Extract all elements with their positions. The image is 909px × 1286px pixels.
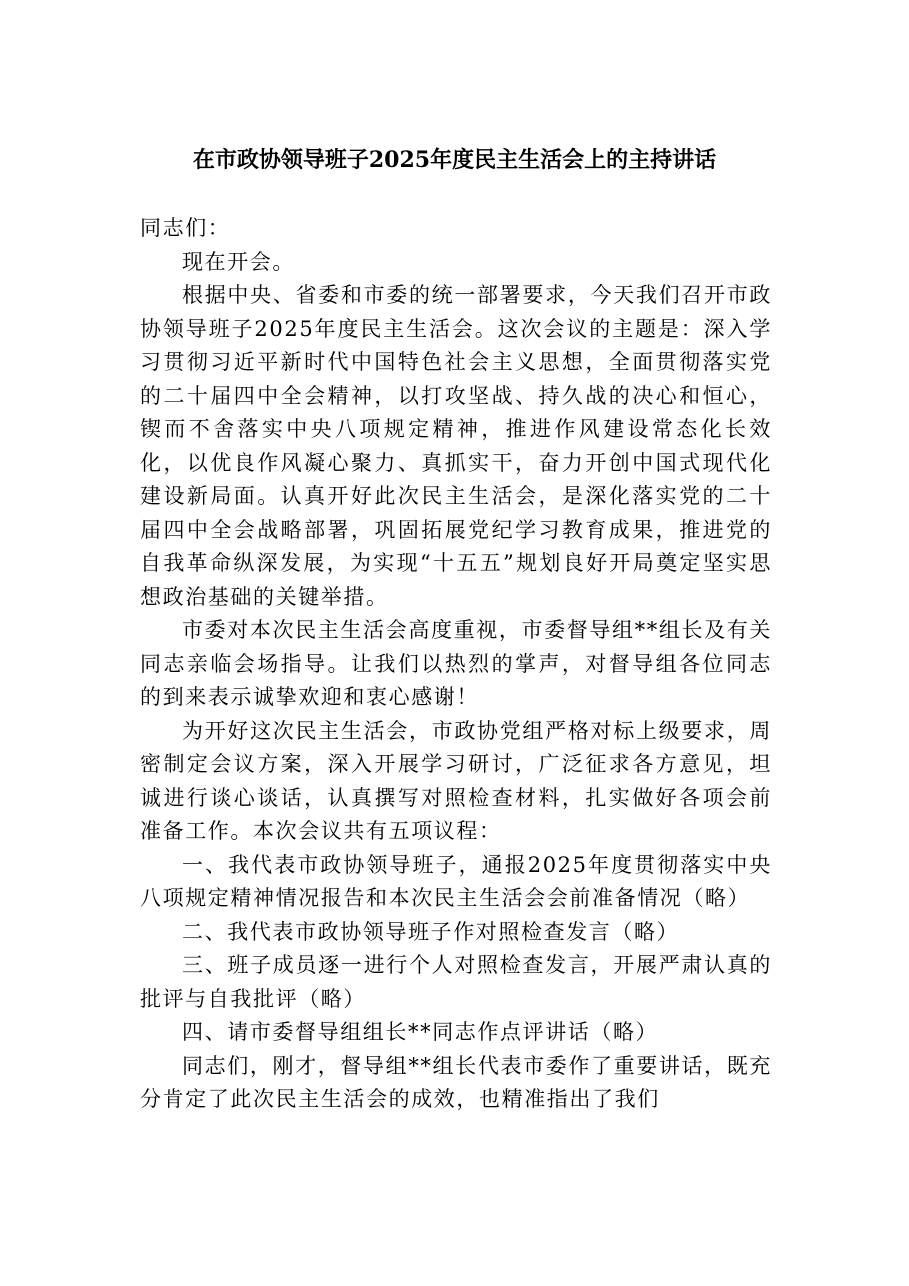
salutation: 同志们： [140, 216, 231, 240]
agenda-item-3: 三、班子成员逐一进行个人对照检查发言，开展严肃认真的批评与自我批评（略） [140, 953, 772, 1011]
document-body [140, 212, 772, 1117]
paragraph-1: 现在开会。 [182, 249, 295, 274]
agenda-item-4: 四、请市委督导组组长**同志作点评讲话（略） [182, 1020, 659, 1044]
paragraph-3: 市委对本次民主生活会高度重视，市委督导组**组长及有关同志亲临会场指导。让我们以热烈的掌声，对督导组各位同志的到来表示诚挚欢迎和衷心感谢！ [140, 618, 772, 709]
paragraph-2: 根据中央、省委和市委的统一部署要求，今天我们召开市政协领导班子2025年度民主生活会。这次会议的主题是：深入学习贯彻习近平新时代中国特色社会主义思想，全面贯彻落实党的二十届四中全会精神，以打攻坚战、持久战的决心和恒心，锲而不舍落实中央八项规定精神，推进作风建设常态化长效化，以优良作风凝心聚力、真抓实干，奋力开创中国式现代化建设新局面。认真开好此次民主生活会，是深化落实党的二十届四中全会战略部署，巩固拓展党纪学习教育成果，推进党的自我革命纵深发展，为实现“十五五”规划良好开局奠定坚实思想政治基础的关键举措。 [140, 283, 772, 609]
paragraph-5: 同志们，刚才，督导组**组长代表市委作了重要讲话，既充分肯定了此次民主生活会的成效，也精准指出了我们 [140, 1053, 772, 1111]
agenda-item-1: 一、我代表市政协领导班子，通报2025年度贯彻落实中央八项规定精神情况报告和本次民主生活会会前准备情况（略） [140, 852, 772, 910]
paragraph-4: 为开好这次民主生活会，市政协党组严格对标上级要求，周密制定会议方案，深入开展学习研讨，广泛征求各方意见，坦诚进行谈心谈话，认真撰写对照检查材料，扎实做好各项会前准备工作。本次会议共有五项议程： [140, 718, 772, 843]
agenda-item-2: 二、我代表市政协领导班子作对照检查发言（略） [182, 919, 680, 944]
document-title: 在市政协领导班子2025年度民主生活会上的主持讲话 [192, 147, 717, 173]
